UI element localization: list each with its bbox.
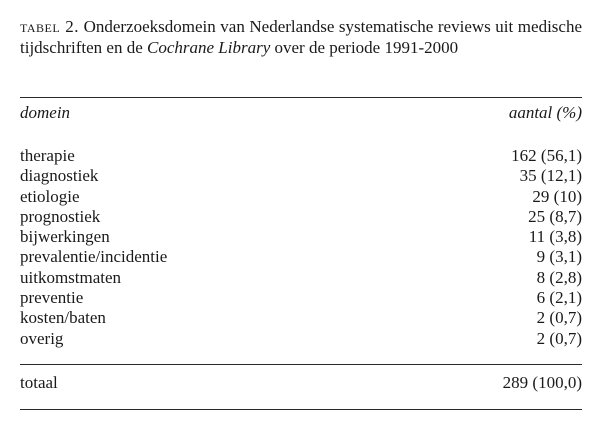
header-count: aantal (%) — [508, 103, 582, 122]
row-count: 25 (8,7) — [528, 206, 582, 226]
table-row — [20, 268, 582, 288]
total-row — [20, 373, 582, 393]
row-domain: etiologie — [20, 186, 80, 206]
middle-rule — [20, 364, 582, 365]
bottom-rule — [20, 409, 582, 410]
caption-italic-title: Cochrane Library — [147, 38, 271, 57]
table-row — [20, 247, 582, 267]
table-header — [20, 103, 582, 123]
row-count: 162 (56,1) — [511, 146, 582, 165]
caption-text-before: Onderzoeksdomein van Nederlandse systematische reviews uit medische tijdschriften en de — [20, 17, 583, 57]
row-domain: kosten/baten — [20, 308, 106, 328]
row-domain: uitkomstmaten — [20, 267, 122, 287]
row-count: 9 (3,1) — [536, 247, 582, 267]
row-domain: diagnostiek — [20, 166, 99, 186]
caption-text-after: over de periode 1991-2000 — [270, 38, 459, 57]
row-count: 2 (0,7) — [536, 328, 582, 348]
table-row — [20, 227, 582, 247]
table-row — [20, 308, 582, 328]
table-row — [20, 207, 582, 227]
table-row — [20, 288, 582, 308]
row-count: 8 (2,8) — [536, 267, 582, 287]
total-count: 289 (100,0) — [502, 373, 582, 392]
row-count: 29 (10) — [532, 186, 582, 206]
row-domain: bijwerkingen — [20, 227, 110, 247]
table-row — [20, 329, 582, 349]
row-count: 6 (2,1) — [536, 288, 582, 308]
row-count: 11 (3,8) — [528, 227, 582, 247]
table-row — [20, 166, 582, 186]
row-count: 35 (12,1) — [519, 166, 582, 186]
row-domain: preventie — [20, 288, 84, 308]
row-domain: prognostiek — [20, 206, 101, 226]
top-rule — [20, 97, 582, 98]
table-row — [20, 187, 582, 207]
row-domain: therapie — [20, 146, 75, 165]
row-domain: prevalentie/incidentie — [20, 247, 168, 267]
table-caption — [20, 16, 582, 58]
row-domain: overig — [20, 328, 64, 348]
total-label: totaal — [20, 373, 58, 392]
table-body — [20, 146, 582, 349]
table-row — [20, 146, 582, 166]
row-count: 2 (0,7) — [536, 308, 582, 328]
header-domain: domein — [20, 103, 71, 122]
table-label: tabel 2. — [20, 17, 80, 36]
